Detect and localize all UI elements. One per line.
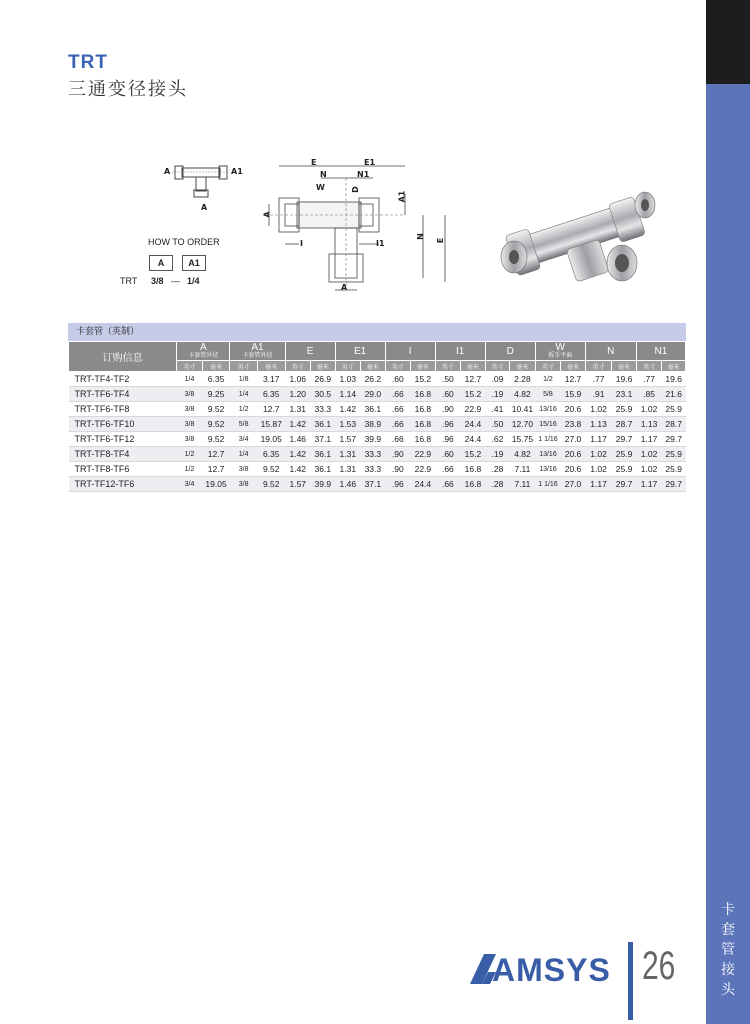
- table-cell: 9.25: [202, 387, 230, 402]
- table-cell: 37.1: [311, 432, 336, 447]
- table-cell: 1.31: [335, 447, 361, 462]
- table-cell: 16.8: [461, 462, 486, 477]
- table-cell: .19: [485, 387, 510, 402]
- table-cell: 22.9: [461, 402, 486, 417]
- dim-label-n: N: [320, 170, 327, 179]
- table-cell: .66: [435, 462, 461, 477]
- table-cell: 39.9: [361, 432, 386, 447]
- dim-label-n1: N1: [357, 170, 370, 179]
- table-cell: .90: [385, 447, 411, 462]
- sidebar-char: 头: [721, 982, 735, 998]
- table-cell: 26.2: [361, 372, 386, 387]
- table-cell: 26.9: [311, 372, 336, 387]
- table-cell: 33.3: [361, 447, 386, 462]
- part-number-cell: TRT-TF6-TF12: [69, 432, 177, 447]
- table-cell: 36.1: [311, 462, 336, 477]
- table-cell: 36.1: [311, 447, 336, 462]
- table-row: [69, 447, 686, 462]
- table-cell: 1.02: [636, 462, 662, 477]
- table-cell: 1.42: [285, 417, 311, 432]
- table-cell: 1/2: [535, 372, 561, 387]
- col-header-group: D: [485, 342, 535, 361]
- unit-header-mm: 毫米: [510, 361, 536, 372]
- unit-header-in: 英寸: [485, 361, 510, 372]
- table-cell: 13/16: [535, 447, 561, 462]
- schematic-label-a: A: [164, 167, 171, 176]
- part-number-cell: TRT-TF8-TF4: [69, 447, 177, 462]
- table-cell: 4.82: [510, 387, 536, 402]
- dim-label-d: D: [350, 186, 360, 193]
- table-cell: 1.17: [585, 432, 612, 447]
- table-cell: 3.17: [257, 372, 285, 387]
- table-cell: 1 1/16: [535, 432, 561, 447]
- table-cell: 21.6: [662, 387, 686, 402]
- table-cell: 1.20: [285, 387, 311, 402]
- table-cell: .77: [585, 372, 612, 387]
- table-cell: 25.9: [612, 402, 637, 417]
- table-cell: 13/16: [535, 402, 561, 417]
- table-cell: .66: [385, 387, 411, 402]
- table-cell: .96: [435, 432, 461, 447]
- table-cell: 3/4: [177, 477, 203, 492]
- table-cell: .62: [485, 432, 510, 447]
- tee-schematic: [160, 160, 240, 215]
- table-cell: .19: [485, 447, 510, 462]
- col-header-group: N: [585, 342, 636, 361]
- table-cell: .96: [435, 417, 461, 432]
- table-cell: 20.6: [561, 462, 586, 477]
- table-cell: 15.87: [257, 417, 285, 432]
- dim-label-w: W: [316, 183, 325, 192]
- table-cell: 1.06: [285, 372, 311, 387]
- dim-label-e1: E1: [364, 158, 376, 167]
- table-cell: 19.05: [257, 432, 285, 447]
- table-row: [69, 432, 686, 447]
- col-header-group: N1: [636, 342, 685, 361]
- footer-divider: [628, 942, 633, 1020]
- table-row: [69, 372, 686, 387]
- table-cell: 29.7: [612, 432, 637, 447]
- col-header-group: A1 卡套管外径: [230, 342, 285, 361]
- table-cell: 16.8: [461, 477, 486, 492]
- table-cell: .28: [485, 477, 510, 492]
- table-cell: 1.02: [636, 447, 662, 462]
- table-cell: 15.75: [510, 432, 536, 447]
- spec-table: [68, 341, 686, 492]
- table-cell: 1.42: [335, 402, 361, 417]
- table-cell: 19.05: [202, 477, 230, 492]
- unit-header-in: 英寸: [335, 361, 361, 372]
- table-cell: 29.0: [361, 387, 386, 402]
- table-cell: .91: [585, 387, 612, 402]
- unit-header-mm: 毫米: [612, 361, 637, 372]
- order-box-a1: A1: [182, 255, 206, 271]
- dim-label-a: A: [262, 211, 272, 218]
- order-value-a: 3/8: [151, 276, 164, 286]
- table-cell: 9.52: [257, 477, 285, 492]
- table-cell: 12.7: [461, 372, 486, 387]
- table-cell: .50: [485, 417, 510, 432]
- table-cell: 2.28: [510, 372, 536, 387]
- unit-header-in: 英寸: [535, 361, 561, 372]
- table-cell: 27.0: [561, 477, 586, 492]
- part-number-cell: TRT-TF4-TF2: [69, 372, 177, 387]
- table-cell: 33.3: [311, 402, 336, 417]
- table-cell: 1.17: [585, 477, 612, 492]
- unit-header-in: 英寸: [177, 361, 203, 372]
- table-cell: 22.9: [411, 447, 436, 462]
- schematic-label-a-bottom: A: [201, 203, 208, 212]
- order-dash: —: [171, 276, 180, 286]
- dim-label-n-side: N: [415, 233, 425, 240]
- unit-header-in: 英寸: [285, 361, 311, 372]
- table-cell: 12.7: [257, 402, 285, 417]
- dim-label-e-side: E: [436, 237, 446, 244]
- table-cell: 29.7: [662, 432, 686, 447]
- table-cell: .28: [485, 462, 510, 477]
- table-cell: 1.46: [335, 477, 361, 492]
- table-cell: .60: [385, 372, 411, 387]
- table-cell: 5/8: [230, 417, 258, 432]
- table-cell: 9.52: [202, 432, 230, 447]
- page-number: 26: [642, 944, 676, 988]
- table-cell: 25.9: [662, 402, 686, 417]
- unit-header-in: 英寸: [636, 361, 662, 372]
- table-cell: 12.7: [202, 462, 230, 477]
- part-number-cell: TRT-TF12-TF6: [69, 477, 177, 492]
- table-cell: 38.9: [361, 417, 386, 432]
- unit-header-mm: 毫米: [311, 361, 336, 372]
- table-cell: 28.7: [612, 417, 637, 432]
- table-cell: 3/8: [177, 417, 203, 432]
- sidebar-char: 接: [721, 962, 735, 978]
- how-to-order-heading: HOW TO ORDER: [148, 237, 220, 247]
- table-cell: 29.7: [612, 477, 637, 492]
- unit-header-in: 英寸: [385, 361, 411, 372]
- table-cell: 4.82: [510, 447, 536, 462]
- table-cell: 1.31: [335, 462, 361, 477]
- table-cell: 24.4: [411, 477, 436, 492]
- sidebar-char: 套: [721, 922, 735, 938]
- table-cell: 16.8: [411, 402, 436, 417]
- table-cell: 6.35: [202, 372, 230, 387]
- table-cell: 6.35: [257, 447, 285, 462]
- table-cell: 33.3: [361, 462, 386, 477]
- table-cell: 1/2: [230, 402, 258, 417]
- table-cell: .96: [385, 477, 411, 492]
- table-cell: .66: [385, 417, 411, 432]
- table-cell: 9.52: [202, 402, 230, 417]
- table-cell: 24.4: [461, 417, 486, 432]
- unit-header-mm: 毫米: [411, 361, 436, 372]
- table-cell: 23.8: [561, 417, 586, 432]
- table-cell: 1.13: [585, 417, 612, 432]
- table-cell: 1.02: [585, 402, 612, 417]
- table-cell: 19.6: [612, 372, 637, 387]
- table-cell: 1/4: [230, 447, 258, 462]
- table-cell: 9.52: [202, 417, 230, 432]
- table-row: [69, 417, 686, 432]
- table-cell: 25.9: [612, 447, 637, 462]
- table-cell: 1 1/16: [535, 477, 561, 492]
- table-cell: 6.35: [257, 387, 285, 402]
- col-header-part: 订购信息: [69, 342, 177, 372]
- table-cell: 5/8: [535, 387, 561, 402]
- table-row: [69, 477, 686, 492]
- table-cell: .60: [435, 387, 461, 402]
- col-header-group: E: [285, 342, 335, 361]
- table-cell: 1.53: [335, 417, 361, 432]
- unit-header-mm: 毫米: [461, 361, 486, 372]
- table-cell: 29.7: [662, 477, 686, 492]
- dim-label-i: I: [300, 239, 303, 248]
- table-cell: 39.9: [311, 477, 336, 492]
- table-cell: 1.42: [285, 462, 311, 477]
- table-cell: .60: [435, 447, 461, 462]
- table-cell: 24.4: [461, 432, 486, 447]
- table-cell: 1.02: [585, 462, 612, 477]
- unit-header-mm: 毫米: [361, 361, 386, 372]
- table-cell: 7.11: [510, 462, 536, 477]
- part-number-cell: TRT-TF6-TF4: [69, 387, 177, 402]
- table-cell: 3/8: [177, 387, 203, 402]
- table-cell: .90: [385, 462, 411, 477]
- table-cell: 1.03: [335, 372, 361, 387]
- col-header-group: E1: [335, 342, 385, 361]
- table-cell: 10.41: [510, 402, 536, 417]
- part-number-cell: TRT-TF6-TF10: [69, 417, 177, 432]
- table-cell: 9.52: [257, 462, 285, 477]
- table-cell: 15.9: [561, 387, 586, 402]
- brand-name: AMSYS: [492, 952, 611, 988]
- table-cell: 12.70: [510, 417, 536, 432]
- sidebar-blue-strip: [706, 84, 750, 1024]
- table-cell: 3/8: [177, 432, 203, 447]
- table-cell: 12.7: [561, 372, 586, 387]
- table-category-bar: 卡套管（英制）: [68, 323, 686, 341]
- product-photo: [490, 185, 670, 295]
- unit-header-mm: 毫米: [662, 361, 686, 372]
- table-cell: .09: [485, 372, 510, 387]
- table-cell: .90: [435, 402, 461, 417]
- table-cell: 3/8: [230, 477, 258, 492]
- order-prefix: TRT: [120, 276, 138, 286]
- dim-label-e: E: [311, 158, 317, 167]
- sidebar-section-label: [706, 900, 750, 1000]
- table-cell: 1.57: [335, 432, 361, 447]
- table-cell: 16.8: [411, 432, 436, 447]
- part-number-cell: TRT-TF6-TF8: [69, 402, 177, 417]
- table-cell: 1.13: [636, 417, 662, 432]
- table-cell: 28.7: [662, 417, 686, 432]
- table-cell: 27.0: [561, 432, 586, 447]
- sidebar-char: 管: [721, 942, 735, 958]
- table-cell: 1.17: [636, 477, 662, 492]
- table-cell: 20.6: [561, 402, 586, 417]
- dim-label-a-bottom: A: [341, 283, 348, 292]
- sidebar-char: 卡: [721, 902, 735, 918]
- table-cell: 1/4: [230, 387, 258, 402]
- table-cell: 25.9: [612, 462, 637, 477]
- table-cell: 1.42: [285, 447, 311, 462]
- table-cell: 37.1: [361, 477, 386, 492]
- col-header-group: W 扳手平面: [535, 342, 585, 361]
- table-cell: .50: [435, 372, 461, 387]
- table-cell: .66: [385, 402, 411, 417]
- table-cell: 15.2: [461, 447, 486, 462]
- order-value-a1: 1/4: [187, 276, 200, 286]
- table-cell: 3/8: [230, 462, 258, 477]
- table-cell: .85: [636, 387, 662, 402]
- col-header-group: A 卡套管外径: [177, 342, 230, 361]
- table-cell: 1.46: [285, 432, 311, 447]
- table-cell: 1/4: [177, 372, 203, 387]
- table-cell: 36.1: [361, 402, 386, 417]
- unit-header-in: 英寸: [230, 361, 258, 372]
- dim-label-i1: I1: [376, 239, 385, 248]
- table-cell: 1.31: [285, 402, 311, 417]
- table-cell: 1/8: [230, 372, 258, 387]
- schematic-label-a1: A1: [231, 167, 243, 176]
- unit-header-mm: 毫米: [257, 361, 285, 372]
- table-cell: 15.2: [461, 387, 486, 402]
- table-row: [69, 402, 686, 417]
- dimension-drawing: [255, 158, 465, 298]
- page-title: TRT: [68, 52, 108, 73]
- table-cell: 25.9: [662, 447, 686, 462]
- table-cell: 3/4: [230, 432, 258, 447]
- col-header-group: I1: [435, 342, 485, 361]
- table-cell: 13/16: [535, 462, 561, 477]
- table-cell: 1/2: [177, 462, 203, 477]
- table-cell: 7.11: [510, 477, 536, 492]
- table-cell: 20.6: [561, 447, 586, 462]
- table-cell: 1.57: [285, 477, 311, 492]
- table-cell: .41: [485, 402, 510, 417]
- table-cell: 12.7: [202, 447, 230, 462]
- table-cell: 16.8: [411, 387, 436, 402]
- table-cell: 22.9: [411, 462, 436, 477]
- table-cell: 16.8: [411, 417, 436, 432]
- page-subtitle: 三通变径接头: [68, 79, 188, 100]
- table-cell: 1.14: [335, 387, 361, 402]
- table-cell: 3/8: [177, 402, 203, 417]
- table-cell: 30.5: [311, 387, 336, 402]
- unit-header-in: 英寸: [435, 361, 461, 372]
- table-row: [69, 387, 686, 402]
- table-cell: 15.2: [411, 372, 436, 387]
- unit-header-in: 英寸: [585, 361, 612, 372]
- table-row: [69, 462, 686, 477]
- table-cell: 36.1: [311, 417, 336, 432]
- table-cell: .66: [435, 477, 461, 492]
- table-cell: 1.17: [636, 432, 662, 447]
- unit-header-mm: 毫米: [561, 361, 586, 372]
- table-cell: 19.6: [662, 372, 686, 387]
- table-cell: .66: [385, 432, 411, 447]
- table-cell: .77: [636, 372, 662, 387]
- dim-label-a1: A1: [397, 190, 407, 203]
- table-cell: 1.02: [636, 402, 662, 417]
- part-number-cell: TRT-TF8-TF6: [69, 462, 177, 477]
- unit-header-mm: 毫米: [202, 361, 230, 372]
- col-header-group: I: [385, 342, 435, 361]
- order-box-a: A: [149, 255, 173, 271]
- table-cell: 15/16: [535, 417, 561, 432]
- table-cell: 25.9: [662, 462, 686, 477]
- spec-table-wrapper: [68, 323, 686, 492]
- table-cell: 1.02: [585, 447, 612, 462]
- table-cell: 23.1: [612, 387, 637, 402]
- table-cell: 1/2: [177, 447, 203, 462]
